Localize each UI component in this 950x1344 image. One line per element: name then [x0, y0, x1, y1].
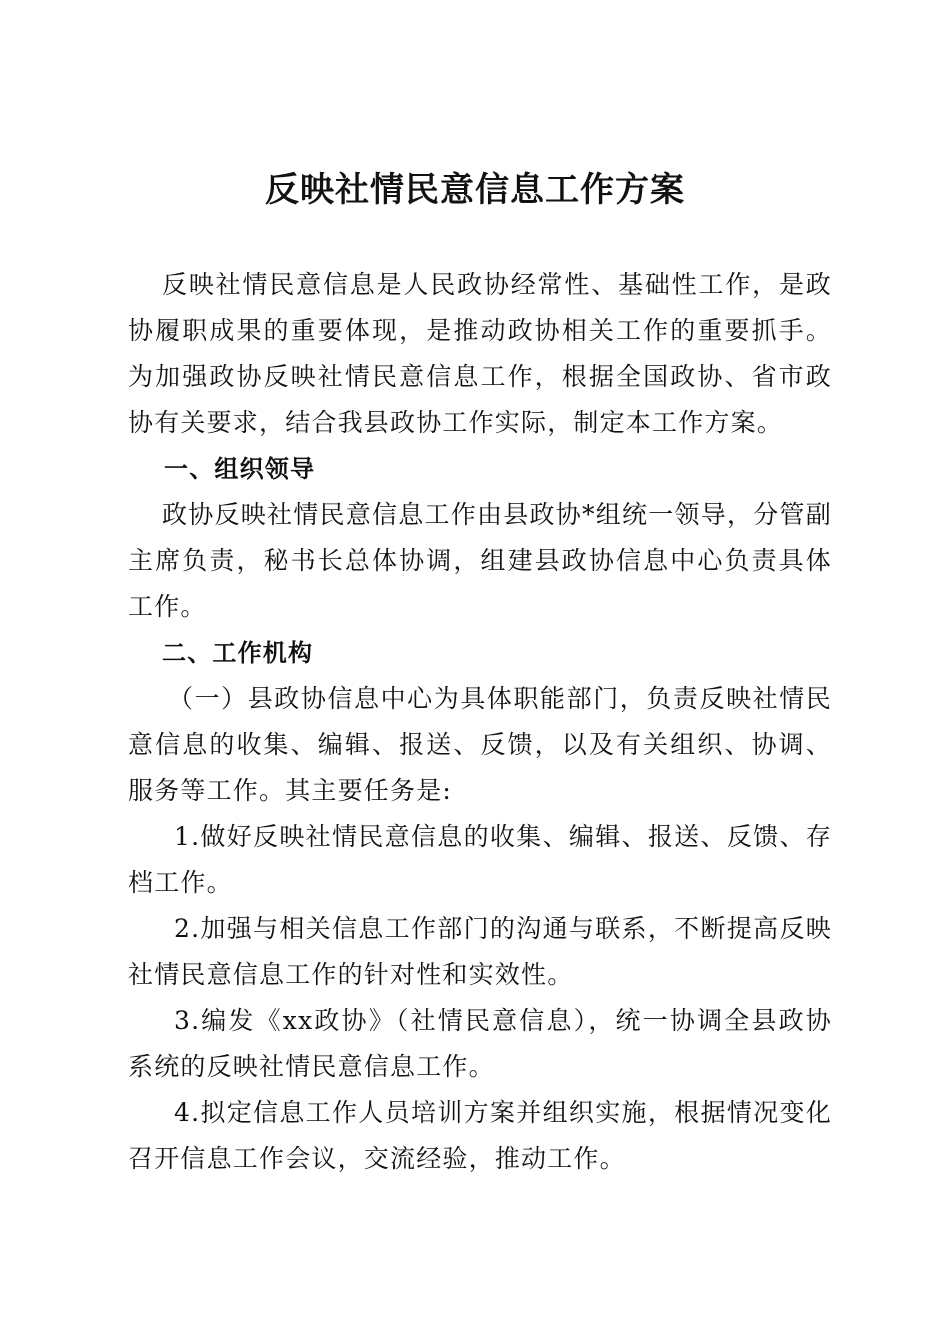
- section-heading-organization: 一、组织领导: [164, 455, 316, 483]
- intro-paragraph: 反映社情民意信息是人民政协经常性、基础性工作，是政协履职成果的重要体现，是推动政协相关工作的重要抓手。为加强政协反映社情民意信息工作，根据全国政协、省市政协有关要求，结合我县政协工作实际，制定本工作方案。: [128, 270, 832, 437]
- task-item-2: 2.加强与相关信息工作部门的沟通与联系，不断提高反映社情民意信息工作的针对性和实效性。: [128, 914, 832, 989]
- section-heading-institution: 二、工作机构: [162, 639, 314, 667]
- task-item-3: 3.编发《xx政协》（社情民意信息），统一协调全县政协系统的反映社情民意信息工作。: [128, 1006, 832, 1081]
- section-paragraph-organization: 政协反映社情民意信息工作由县政协*组统一领导，分管副主席负责，秘书长总体协调，组建县政协信息中心负责具体工作。: [128, 500, 832, 621]
- section-paragraph-institution: （一）县政协信息中心为具体职能部门，负责反映社情民意信息的收集、编辑、报送、反馈，以及有关组织、协调、服务等工作。其主要任务是:: [128, 684, 832, 805]
- document-title: 反映社情民意信息工作方案: [265, 170, 685, 210]
- task-item-4: 4.拟定信息工作人员培训方案并组织实施，根据情况变化召开信息工作会议，交流经验，推动工作。: [128, 1098, 832, 1173]
- task-item-1: 1.做好反映社情民意信息的收集、编辑、报送、反馈、存档工作。: [128, 822, 832, 897]
